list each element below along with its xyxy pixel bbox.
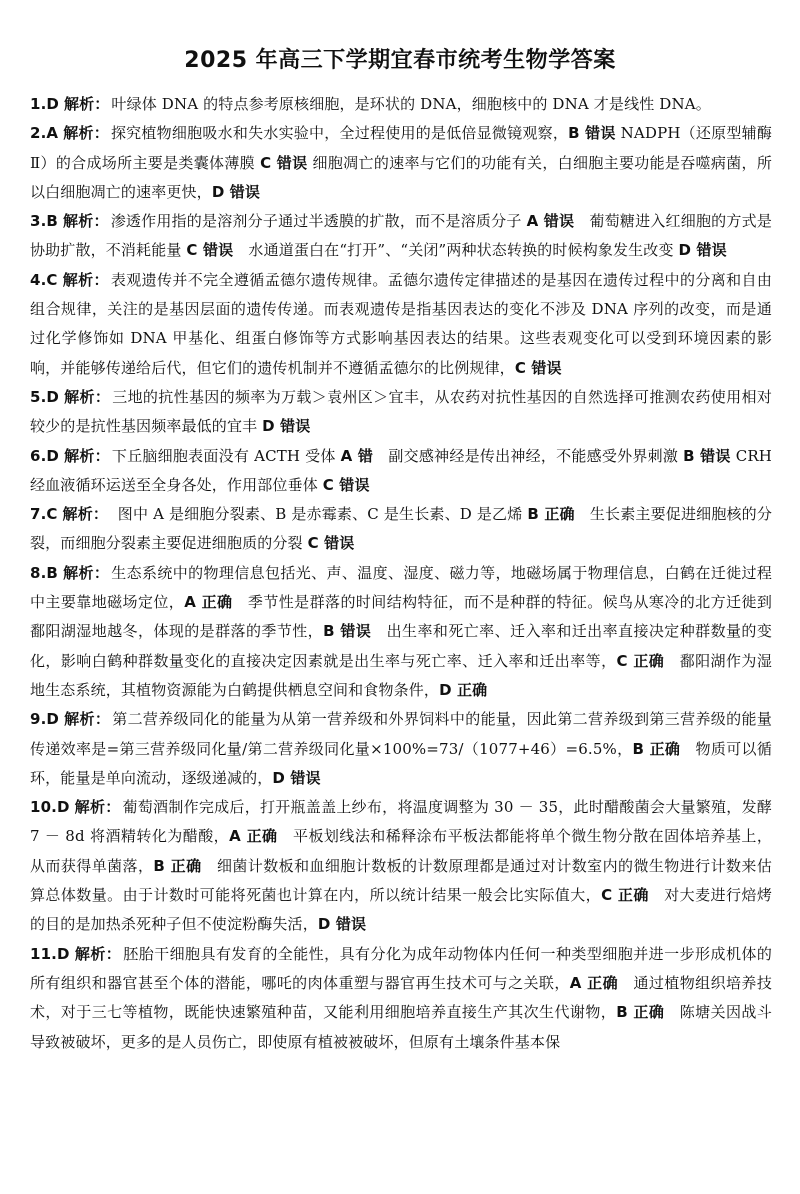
answer-item — [30, 442, 772, 501]
verdict-text: A 错 — [340, 446, 374, 465]
analysis-label: 解析： — [63, 563, 110, 582]
explanation-text: 通过植物组织培养技术，对于三七等植物，既能快速繁殖种苗，又能利用细胞培养直接生产其次生代谢物， — [30, 973, 772, 1022]
analysis-label: 解析： — [74, 798, 121, 817]
answer-item — [30, 500, 772, 559]
explanation-text: 物质可以循环，能量是单向流动，逐级递减的， — [30, 739, 772, 787]
question-number: 3.B — [30, 212, 59, 231]
verdict-text: C 错误 — [260, 153, 308, 172]
verdict-text: B 错误 — [323, 622, 372, 641]
answer-item — [30, 705, 772, 793]
explanation-text: 对大麦进行焙烤的目的是加热杀死种子但不使淀粉酶失活， — [30, 886, 772, 934]
verdict-text: B 错误 — [568, 124, 616, 143]
answer-item — [30, 207, 772, 266]
analysis-label: 解析： — [62, 270, 109, 289]
explanation-text: 生态系统中的物理信息包括光、声、温度、湿度、磁力等，地磁场属于物理信息，白鹤在迁徙过程中主要靠地磁场定位， — [30, 563, 772, 612]
question-number: 4.C — [30, 270, 58, 289]
verdict-text: D 正确 — [439, 680, 488, 699]
analysis-label: 解析： — [64, 446, 110, 465]
analysis-label: 解析： — [64, 387, 111, 406]
verdict-text: D 错误 — [272, 768, 321, 787]
verdict-text: B 正确 — [527, 505, 575, 524]
explanation-text: 葡萄酒制作完成后，打开瓶盖盖上纱布，将温度调整为 30 － 35，此时醋酸菌会大量繁殖，发酵 7 － 8d 将酒精转化为醋酸， — [30, 798, 772, 846]
question-number: 1.D — [30, 95, 60, 113]
analysis-label: 解析： — [63, 95, 110, 113]
question-number: 2.A — [30, 124, 59, 143]
verdict-text: D 错误 — [678, 241, 727, 260]
analysis-label: 解析： — [63, 124, 109, 143]
analysis-label: 解析： — [62, 505, 101, 524]
verdict-text: B 错误 — [683, 446, 731, 465]
answer-item — [30, 90, 772, 119]
explanation-text: 渗透作用指的是溶剂分子通过半透膜的扩散，而不是溶质分子 — [110, 212, 527, 231]
verdict-text: A 正确 — [184, 593, 233, 612]
answer-item — [30, 559, 772, 705]
verdict-text: C 错误 — [307, 534, 355, 553]
explanation-text: 叶绿体 DNA 的特点参考原核细胞，是环状的 DNA，细胞核中的 DNA 才是线性 DNA。 — [111, 95, 711, 113]
answer-item — [30, 383, 772, 442]
verdict-text: D 错误 — [262, 417, 311, 436]
answer-item — [30, 266, 772, 383]
explanation-text: 细胞凋亡的速率与它们的功能有关，白细胞主要功能是吞噬病菌，所以白细胞凋亡的速率更快， — [30, 153, 772, 201]
verdict-text: D 错误 — [317, 915, 367, 934]
explanation-text: 葡萄糖进入红细胞的方式是协助扩散，不消耗能量 — [30, 212, 772, 260]
verdict-text: B 正确 — [616, 1003, 665, 1022]
verdict-text: B 正确 — [632, 739, 681, 758]
verdict-text: C 错误 — [322, 475, 370, 494]
explanation-text: 水通道蛋白在“打开”、“关闭”两种状态转换的时候构象发生改变 — [233, 241, 679, 260]
question-number: 5.D — [30, 387, 60, 406]
verdict-text: C 正确 — [616, 651, 665, 670]
explanation-text: 季节性是群落的时间结构特征，而不是种群的特征。候鸟从寒冷的北方迁徙到鄱阳湖湿地越冬，体现的是群落的季节性， — [30, 593, 772, 641]
explanation-text: 下丘脑细胞表面没有 ACTH 受体 — [111, 446, 341, 465]
explanation-text: 探究植物细胞吸水和失水实验中，全过程使用的是低倍显微镜观察， — [110, 124, 569, 143]
verdict-text: D 错误 — [211, 182, 261, 201]
explanation-text: 表观遗传并不完全遵循孟德尔遗传规律。孟德尔遗传定律描述的是基因在遗传过程中的分离和自由组合规律，关注的是基因层面的遗传传递。而表观遗传是指基因表达的变化不涉及 DNA 序列的改变，而是通过化学修饰如 DNA 甲基化、组蛋白修饰等方式影响基因表达的结果。这些表观变化可以受到环境因素的影响，并能够传递给后代，但它们的遗传机制并不遵循孟德尔的比例规律， — [30, 270, 772, 377]
explanation-text: 陈塘关因战斗导致被破坏，更多的是人员伤亡，即使原有植被被破坏，但原有土壤条件基本保 — [30, 1003, 772, 1051]
question-number: 8.B — [30, 563, 59, 582]
verdict-text: A 正确 — [569, 973, 619, 992]
document-title: 2025 年高三下学期宜春市统考生物学答案 — [184, 48, 616, 73]
analysis-label: 解析： — [63, 212, 109, 231]
question-number: 10.D — [30, 798, 70, 817]
explanation-text: 鄱阳湖作为湿地生态系统，其植物资源能为白鹤提供栖息空间和食物条件， — [30, 651, 772, 699]
question-number: 9.D — [30, 710, 60, 729]
explanation-text: 胚胎干细胞具有发育的全能性，具有分化为成年动物体内任何一种类型细胞并进一步形成机体的所有组织和器官甚至个体的潜能，哪吒的肉体重塑与器官再生技术可与之关联， — [30, 944, 773, 992]
answer-item — [30, 940, 772, 1057]
explanation-text: CRH 经血液循环运送至全身各处，作用部位垂体 — [30, 446, 773, 494]
explanation-text: 生长素主要促进细胞核的分裂，而细胞分裂素主要促进细胞质的分裂 — [30, 505, 773, 553]
verdict-text: A 正确 — [229, 827, 278, 846]
question-number: 6.D — [30, 446, 60, 465]
verdict-text: C 错误 — [514, 358, 562, 377]
explanation-text: 出生率和死亡率、迁入率和迁出率直接决定种群数量的变化，影响白鹤种群数量变化的直接决定因素就是出生率与死亡率、迁入率和迁出率等， — [30, 622, 773, 670]
explanation-text: 平板划线法和稀释涂布平板法都能将单个微生物分散在固体培养基上，从而获得单菌落， — [30, 827, 772, 875]
analysis-label: 解析： — [64, 710, 111, 729]
answer-item — [30, 119, 772, 207]
verdict-text: A 错误 — [526, 212, 575, 231]
question-number: 11.D — [30, 944, 70, 963]
explanation-text: 三地的抗性基因的频率为万载＞袁州区＞宜丰，从农药对抗性基因的自然选择可推测农药使用相对较少的是抗性基因频率最低的宜丰 — [30, 387, 772, 436]
explanation-text: 图中 A 是细胞分裂素、B 是赤霉素、C 是生长素、D 是乙烯 — [102, 505, 528, 524]
answer-item — [30, 793, 772, 939]
answer-list — [30, 90, 772, 1057]
verdict-text: C 正确 — [601, 886, 649, 905]
explanation-text: 细菌计数板和血细胞计数板的计数原理都是通过对计数室内的微生物进行计数来估算总体数量。由于计数时可能将死菌也计算在内，所以统计结果一般会比实际值大， — [30, 856, 773, 905]
verdict-text: C 错误 — [186, 241, 234, 260]
explanation-text: 副交感神经是传出神经，不能感受外界刺激 — [373, 446, 684, 465]
explanation-text: NADPH（还原型辅酶Ⅱ）的合成场所主要是类囊体薄膜 — [30, 124, 772, 172]
verdict-text: B 正确 — [153, 856, 202, 875]
analysis-label: 解析： — [74, 944, 122, 963]
explanation-text: 第二营养级同化的能量为从第一营养级和外界饲料中的能量，因此第二营养级到第三营养级的能量传递效率是=第三营养级同化量/第二营养级同化量×100%=73/（1077+46）=6.5%， — [30, 710, 772, 758]
question-number: 7.C — [30, 505, 58, 524]
